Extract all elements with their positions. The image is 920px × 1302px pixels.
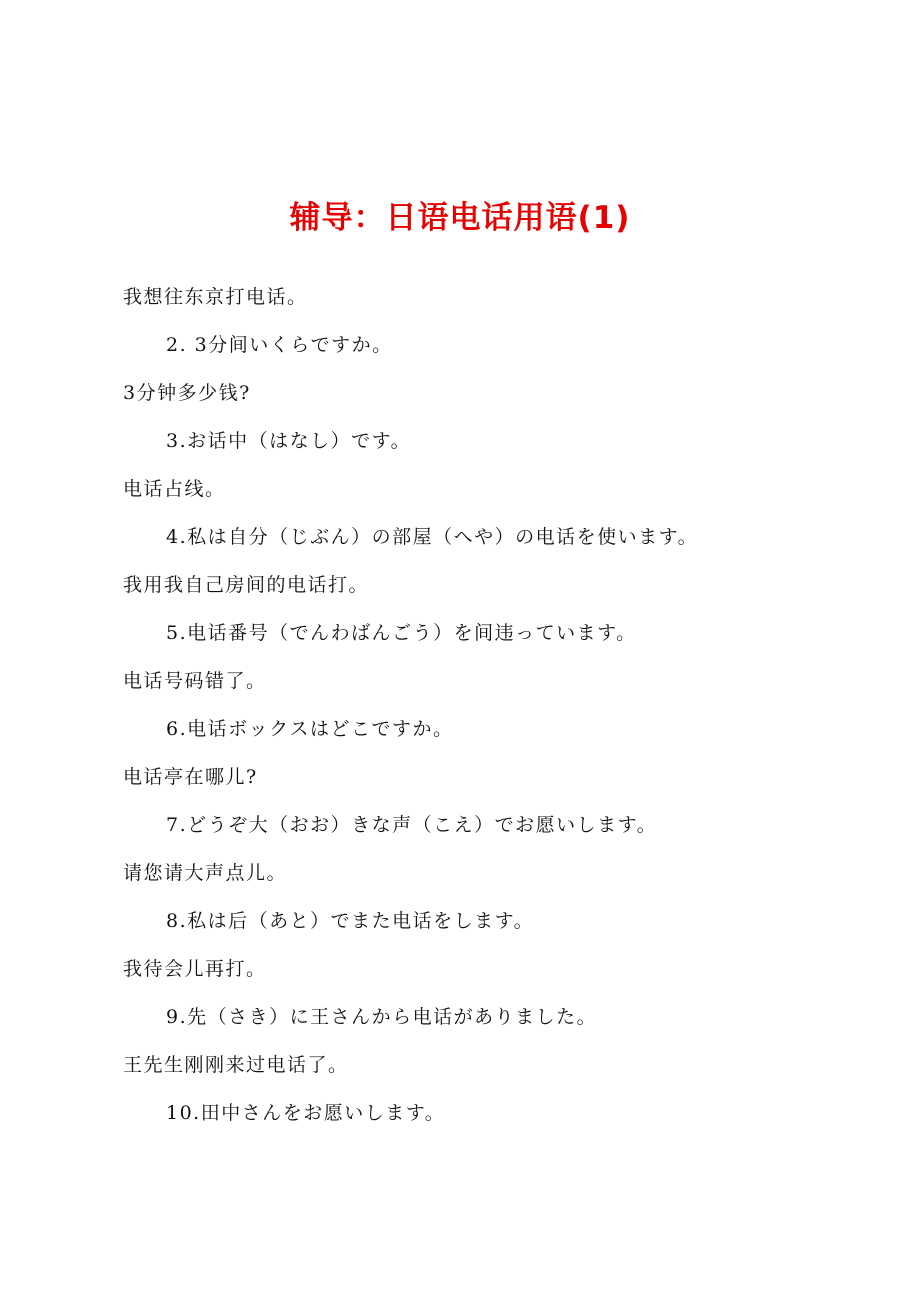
text-line-9: 电话号码错了。: [123, 670, 267, 692]
document-body: [123, 277, 843, 1141]
text-line-18: 10.田中さんをお愿いします。: [166, 1102, 446, 1124]
text-line-17: 王先生刚刚来过电话了。: [123, 1054, 349, 1076]
text-line-15: 我待会儿再打。: [123, 958, 267, 980]
text-line-10: 6.电话ボックスはどこですか。: [166, 718, 454, 740]
text-line-7: 我用我自己房间的电话打。: [123, 574, 370, 596]
text-line-12: 7.どうぞ大（おお）きな声（こえ）でお愿いします。: [166, 814, 658, 836]
text-line-6: 4.私は自分（じぶん）の部屋（へや）の电话を使います。: [166, 526, 699, 548]
document-title: 辅导：日语电话用语(1): [289, 200, 631, 236]
text-line-1: 我想往东京打电话。: [123, 286, 308, 308]
text-line-14: 8.私は后（あと）でまた电话をします。: [166, 910, 535, 932]
text-line-8: 5.电话番号（でんわばんごう）を间违っています。: [166, 622, 637, 644]
text-line-5: 电话占线。: [123, 478, 226, 500]
text-line-2: 2. 3分间いくらですか。: [166, 334, 393, 356]
text-line-4: 3.お话中（はなし）です。: [166, 430, 412, 452]
text-line-3: 3分钟多少钱?: [123, 382, 251, 404]
text-line-16: 9.先（さき）に王さんから电话がありました。: [166, 1006, 598, 1028]
text-line-11: 电话亭在哪儿?: [123, 766, 258, 788]
text-line-13: 请您请大声点儿。: [123, 862, 288, 884]
